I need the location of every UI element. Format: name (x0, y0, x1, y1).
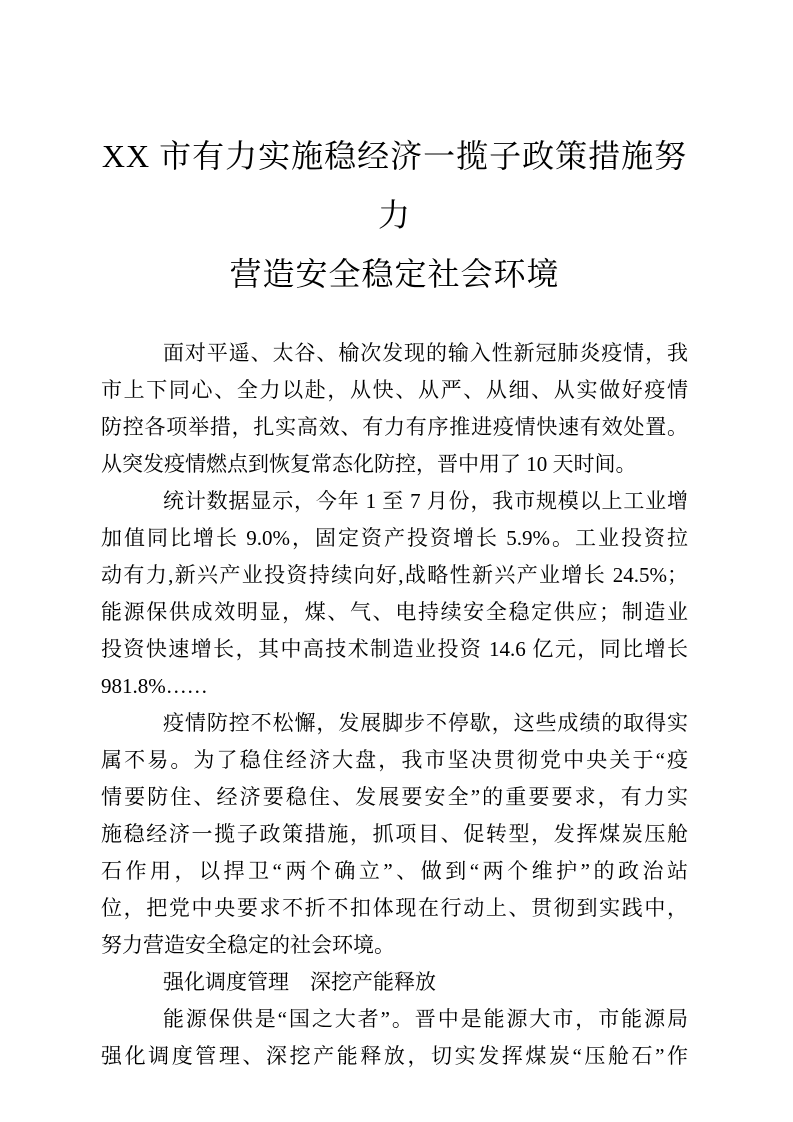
text-line: 防控各项举措，扎实高效、有力有序推进疫情快速有效处置。 (101, 415, 688, 439)
section-subheading (101, 964, 688, 1001)
paragraph-statistics (101, 483, 688, 705)
text-line: 强化调度管理 深挖产能释放 (163, 970, 436, 994)
text-line: 统计数据显示，今年 1 至 7 月份，我市规模以上工业增 (163, 489, 688, 513)
text-line: 属不易。为了稳住经济大盘，我市坚决贯彻党中央关于“疫 (101, 748, 688, 772)
text-line: 情要防住、经济要稳住、发展要安全”的重要要求，有力实 (101, 785, 688, 809)
paragraph-policy (101, 705, 688, 964)
text-line: 加值同比增长 9.0%，固定资产投资增长 5.9%。工业投资拉 (101, 526, 688, 550)
text-line: 能源保供是“国之大者”。晋中是能源大市，市能源局 (163, 1007, 688, 1031)
text-line: 石作用，以捍卫“两个确立”、做到“两个维护”的政治站 (101, 859, 688, 883)
text-line: 强化调度管理、深挖产能释放，切实发挥煤炭“压舱石”作 (101, 1044, 688, 1068)
text-line: 位，把党中央要求不折不扣体现在行动上、贯彻到实践中， (101, 896, 688, 920)
text-line: 市上下同心、全力以赴，从快、从严、从细、从实做好疫情 (101, 378, 688, 402)
title-line-1: XX 市有力实施稳经济一揽子政策措施努力 (101, 138, 688, 233)
document-body (101, 335, 688, 1075)
paragraph-epidemic-response (101, 335, 688, 483)
text-line: 努力营造安全稳定的社会环境。 (101, 933, 395, 957)
text-line: 能源保供成效明显，煤、气、电持续安全稳定供应；制造业 (101, 600, 688, 624)
text-line: 从突发疫情燃点到恢复常态化防控，晋中用了 10 天时间。 (101, 452, 637, 476)
text-line: 动有力,新兴产业投资持续向好,战略性新兴产业增长 24.5%； (101, 563, 688, 587)
text-line: 981.8%…… (101, 674, 208, 698)
document-title (101, 127, 688, 304)
text-line: 施稳经济一揽子政策措施，抓项目、促转型，发挥煤炭压舱 (101, 822, 688, 846)
text-line: 面对平遥、太谷、榆次发现的输入性新冠肺炎疫情，我 (163, 341, 688, 365)
paragraph-energy-supply (101, 1001, 688, 1075)
title-line-2: 营造安全稳定社会环境 (229, 256, 560, 292)
text-line: 投资快速增长，其中高技术制造业投资 14.6 亿元，同比增长 (101, 637, 688, 661)
text-line: 疫情防控不松懈，发展脚步不停歇，这些成绩的取得实 (163, 711, 688, 735)
